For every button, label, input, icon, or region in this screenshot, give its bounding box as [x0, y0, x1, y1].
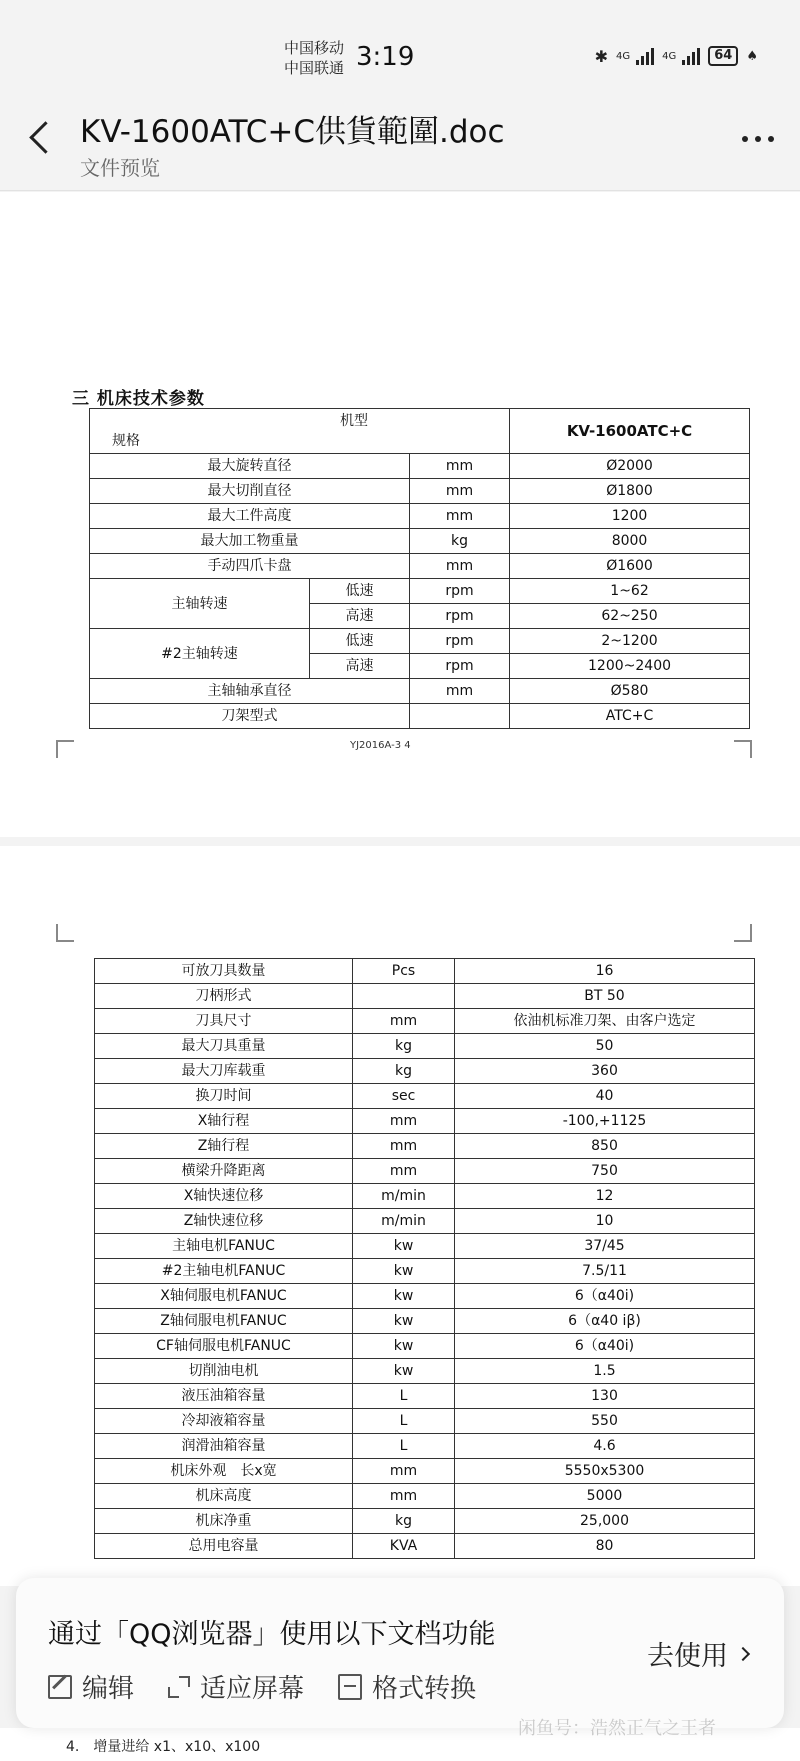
param-unit: kw: [353, 1334, 455, 1359]
param-subname: 低速: [310, 579, 410, 604]
table-row: [95, 1234, 755, 1259]
param-value: BT 50: [455, 984, 755, 1009]
param-unit: rpm: [410, 629, 510, 654]
param-value: 5550x5300: [455, 1459, 755, 1484]
table-header-cell: [90, 409, 510, 454]
table-row: [95, 1109, 755, 1134]
format-convert-icon: [338, 1674, 362, 1700]
param-value: Ø580: [510, 679, 750, 704]
param-value: Ø1600: [510, 554, 750, 579]
param-name: #2主轴电机FANUC: [95, 1259, 353, 1284]
param-name: 最大工件高度: [90, 504, 410, 529]
document-page-2: [0, 846, 800, 1586]
param-value: 2~1200: [510, 629, 750, 654]
param-name: 机床外观 长x宽: [95, 1459, 353, 1484]
table-row: [95, 1209, 755, 1234]
param-unit: kg: [410, 529, 510, 554]
param-unit: Pcs: [353, 959, 455, 984]
page-corner-mark: [734, 740, 752, 758]
param-name: 总用电容量: [95, 1534, 353, 1559]
edit-label: 编辑: [82, 1674, 135, 1704]
header-model-label: 机型: [340, 413, 368, 429]
table-row: [95, 1334, 755, 1359]
signal-icon: [682, 47, 700, 65]
carrier-2: 中国联通: [284, 59, 345, 77]
param-unit: mm: [410, 679, 510, 704]
param-unit: rpm: [410, 604, 510, 629]
network-type-2: 4G: [662, 50, 677, 62]
param-name: Z轴伺服电机FANUC: [95, 1309, 353, 1334]
param-unit: kg: [353, 1059, 455, 1084]
param-name: 机床高度: [95, 1484, 353, 1509]
param-name: 横梁升降距离: [95, 1159, 353, 1184]
param-group-name: 主轴转速: [90, 579, 310, 629]
param-value: 4.6: [455, 1434, 755, 1459]
param-value: 50: [455, 1034, 755, 1059]
network-type-1: 4G: [616, 50, 631, 62]
param-unit: kw: [353, 1359, 455, 1384]
param-value: 6（α40i): [455, 1334, 755, 1359]
leaf-icon: ♠: [746, 48, 758, 64]
back-arrow-icon[interactable]: [24, 116, 56, 160]
param-name: 主轴电机FANUC: [95, 1234, 353, 1259]
param-value: 750: [455, 1159, 755, 1184]
param-value: 25,000: [455, 1509, 755, 1534]
param-value: 7.5/11: [455, 1259, 755, 1284]
table-header-row: [90, 409, 750, 454]
edit-button[interactable]: [48, 1668, 134, 1705]
param-unit: kw: [353, 1309, 455, 1334]
param-name: 润滑油箱容量: [95, 1434, 353, 1459]
table-row: [95, 1459, 755, 1484]
page-footer-code: YJ2016A-3 4: [350, 740, 411, 751]
param-unit: m/min: [353, 1184, 455, 1209]
param-value: 5000: [455, 1484, 755, 1509]
param-unit: mm: [410, 504, 510, 529]
param-value: 80: [455, 1534, 755, 1559]
param-unit: mm: [410, 479, 510, 504]
section-title: 三 机床技术参数: [72, 389, 205, 409]
param-value: 16: [455, 959, 755, 984]
table-row: [95, 1384, 755, 1409]
model-name: KV-1600ATC+C: [510, 409, 750, 454]
param-unit: mm: [410, 454, 510, 479]
spec-table-2: [94, 958, 755, 1559]
param-name: 可放刀具数量: [95, 959, 353, 984]
param-value: ATC+C: [510, 704, 750, 729]
table-row: [95, 1509, 755, 1534]
table-row: [95, 1184, 755, 1209]
table-row: [90, 579, 750, 604]
param-value: 40: [455, 1084, 755, 1109]
table-row: [95, 1359, 755, 1384]
param-unit: kg: [353, 1509, 455, 1534]
table-row: [95, 959, 755, 984]
carrier-1: 中国移动: [284, 39, 345, 57]
table-row: [90, 504, 750, 529]
table-row: [90, 529, 750, 554]
document-subtitle: 文件预览: [80, 156, 160, 180]
qq-browser-banner: [16, 1578, 784, 1728]
app-header: [0, 86, 800, 191]
table-row: [95, 1434, 755, 1459]
param-unit: [410, 704, 510, 729]
param-name: 主轴轴承直径: [90, 679, 410, 704]
format-convert-button[interactable]: [338, 1668, 476, 1705]
param-name: 最大加工物重量: [90, 529, 410, 554]
param-name: 手动四爪卡盘: [90, 554, 410, 579]
param-value: 10: [455, 1209, 755, 1234]
param-name: 刀柄形式: [95, 984, 353, 1009]
status-bar: [0, 0, 800, 86]
param-value: 12: [455, 1184, 755, 1209]
param-unit: kw: [353, 1234, 455, 1259]
param-unit: [353, 984, 455, 1009]
carrier-names: [284, 38, 344, 78]
go-use-button[interactable]: [647, 1634, 748, 1673]
more-options-icon[interactable]: [742, 136, 774, 142]
param-value: 130: [455, 1384, 755, 1409]
param-value: 360: [455, 1059, 755, 1084]
param-value: 1200: [510, 504, 750, 529]
param-unit: kw: [353, 1284, 455, 1309]
param-name: 刀架型式: [90, 704, 410, 729]
page-corner-mark: [56, 740, 74, 758]
chevron-right-icon: [736, 1646, 750, 1660]
table-row: [90, 454, 750, 479]
table-row: [95, 1534, 755, 1559]
param-name: 液压油箱容量: [95, 1384, 353, 1409]
table-row: [95, 1134, 755, 1159]
table-row: [95, 1059, 755, 1084]
document-text-line: 4. 增量进给 x1、x10、x100: [66, 1739, 261, 1755]
edit-icon: [48, 1675, 72, 1699]
param-unit: kg: [353, 1034, 455, 1059]
table-row: [95, 984, 755, 1009]
table-row: [95, 1084, 755, 1109]
param-group-name: #2主轴转速: [90, 629, 310, 679]
clock: 3:19: [356, 42, 415, 72]
param-value: 1200~2400: [510, 654, 750, 679]
param-unit: kw: [353, 1259, 455, 1284]
param-unit: mm: [353, 1009, 455, 1034]
param-unit: rpm: [410, 579, 510, 604]
status-icons: [595, 46, 758, 66]
document-page-1: [0, 192, 800, 837]
param-name: 切削油电机: [95, 1359, 353, 1384]
param-name: 机床净重: [95, 1509, 353, 1534]
param-value: 37/45: [455, 1234, 755, 1259]
param-subname: 高速: [310, 604, 410, 629]
param-unit: mm: [353, 1484, 455, 1509]
table-row: [95, 1484, 755, 1509]
fit-screen-label: 适应屏幕: [200, 1674, 305, 1704]
fit-screen-icon: [168, 1676, 190, 1698]
page-corner-mark: [734, 924, 752, 942]
param-name: X轴伺服电机FANUC: [95, 1284, 353, 1309]
header-spec-label: 规格: [112, 433, 140, 449]
table-row: [90, 479, 750, 504]
battery-icon: 64: [708, 46, 738, 66]
param-value: 8000: [510, 529, 750, 554]
table-row: [90, 629, 750, 654]
table-row: [95, 1009, 755, 1034]
param-value: Ø2000: [510, 454, 750, 479]
param-value: 550: [455, 1409, 755, 1434]
param-unit: L: [353, 1434, 455, 1459]
table-row: [95, 1259, 755, 1284]
param-name: 换刀时间: [95, 1084, 353, 1109]
signal-icon: [636, 47, 654, 65]
param-name: 最大刀库载重: [95, 1059, 353, 1084]
param-unit: L: [353, 1384, 455, 1409]
param-name: 最大刀具重量: [95, 1034, 353, 1059]
param-value: 6（α40 iβ): [455, 1309, 755, 1334]
watermark: 闲鱼号：浩然正气之王者: [518, 1718, 716, 1739]
banner-title: 通过「QQ浏览器」使用以下文档功能: [48, 1619, 496, 1650]
table-row: [90, 704, 750, 729]
format-convert-label: 格式转换: [372, 1674, 477, 1704]
param-unit: sec: [353, 1084, 455, 1109]
param-value: 850: [455, 1134, 755, 1159]
table-row: [90, 554, 750, 579]
param-value: 62~250: [510, 604, 750, 629]
param-unit: mm: [353, 1109, 455, 1134]
document-title: KV-1600ATC+C供貨範圍.doc: [80, 114, 505, 150]
fit-screen-button[interactable]: [168, 1668, 304, 1705]
table-row: [95, 1284, 755, 1309]
param-name: X轴行程: [95, 1109, 353, 1134]
param-subname: 高速: [310, 654, 410, 679]
go-use-label: 去使用: [647, 1641, 728, 1672]
table-row: [90, 679, 750, 704]
spec-table-1: [89, 408, 750, 729]
param-unit: rpm: [410, 654, 510, 679]
table-row: [95, 1409, 755, 1434]
param-name: 刀具尺寸: [95, 1009, 353, 1034]
param-value: 6（α40i): [455, 1284, 755, 1309]
param-unit: mm: [353, 1459, 455, 1484]
param-name: CF轴伺服电机FANUC: [95, 1334, 353, 1359]
param-subname: 低速: [310, 629, 410, 654]
param-unit: m/min: [353, 1209, 455, 1234]
param-name: 最大旋转直径: [90, 454, 410, 479]
param-name: 冷却液箱容量: [95, 1409, 353, 1434]
param-value: -100,+1125: [455, 1109, 755, 1134]
table-row: [95, 1309, 755, 1334]
banner-actions: [48, 1668, 476, 1705]
param-unit: mm: [410, 554, 510, 579]
param-unit: L: [353, 1409, 455, 1434]
param-name: 最大切削直径: [90, 479, 410, 504]
param-value: 1~62: [510, 579, 750, 604]
table-row: [95, 1159, 755, 1184]
param-name: X轴快速位移: [95, 1184, 353, 1209]
page-corner-mark: [56, 924, 74, 942]
param-name: Z轴行程: [95, 1134, 353, 1159]
param-unit: mm: [353, 1134, 455, 1159]
param-value: Ø1800: [510, 479, 750, 504]
param-value: 依油机标准刀架、由客户选定: [455, 1009, 755, 1034]
param-unit: mm: [353, 1159, 455, 1184]
param-unit: KVA: [353, 1534, 455, 1559]
param-value: 1.5: [455, 1359, 755, 1384]
spec-table-2-body: [95, 959, 755, 1559]
param-name: Z轴快速位移: [95, 1209, 353, 1234]
table-row: [95, 1034, 755, 1059]
bluetooth-icon: ✱: [594, 46, 608, 66]
